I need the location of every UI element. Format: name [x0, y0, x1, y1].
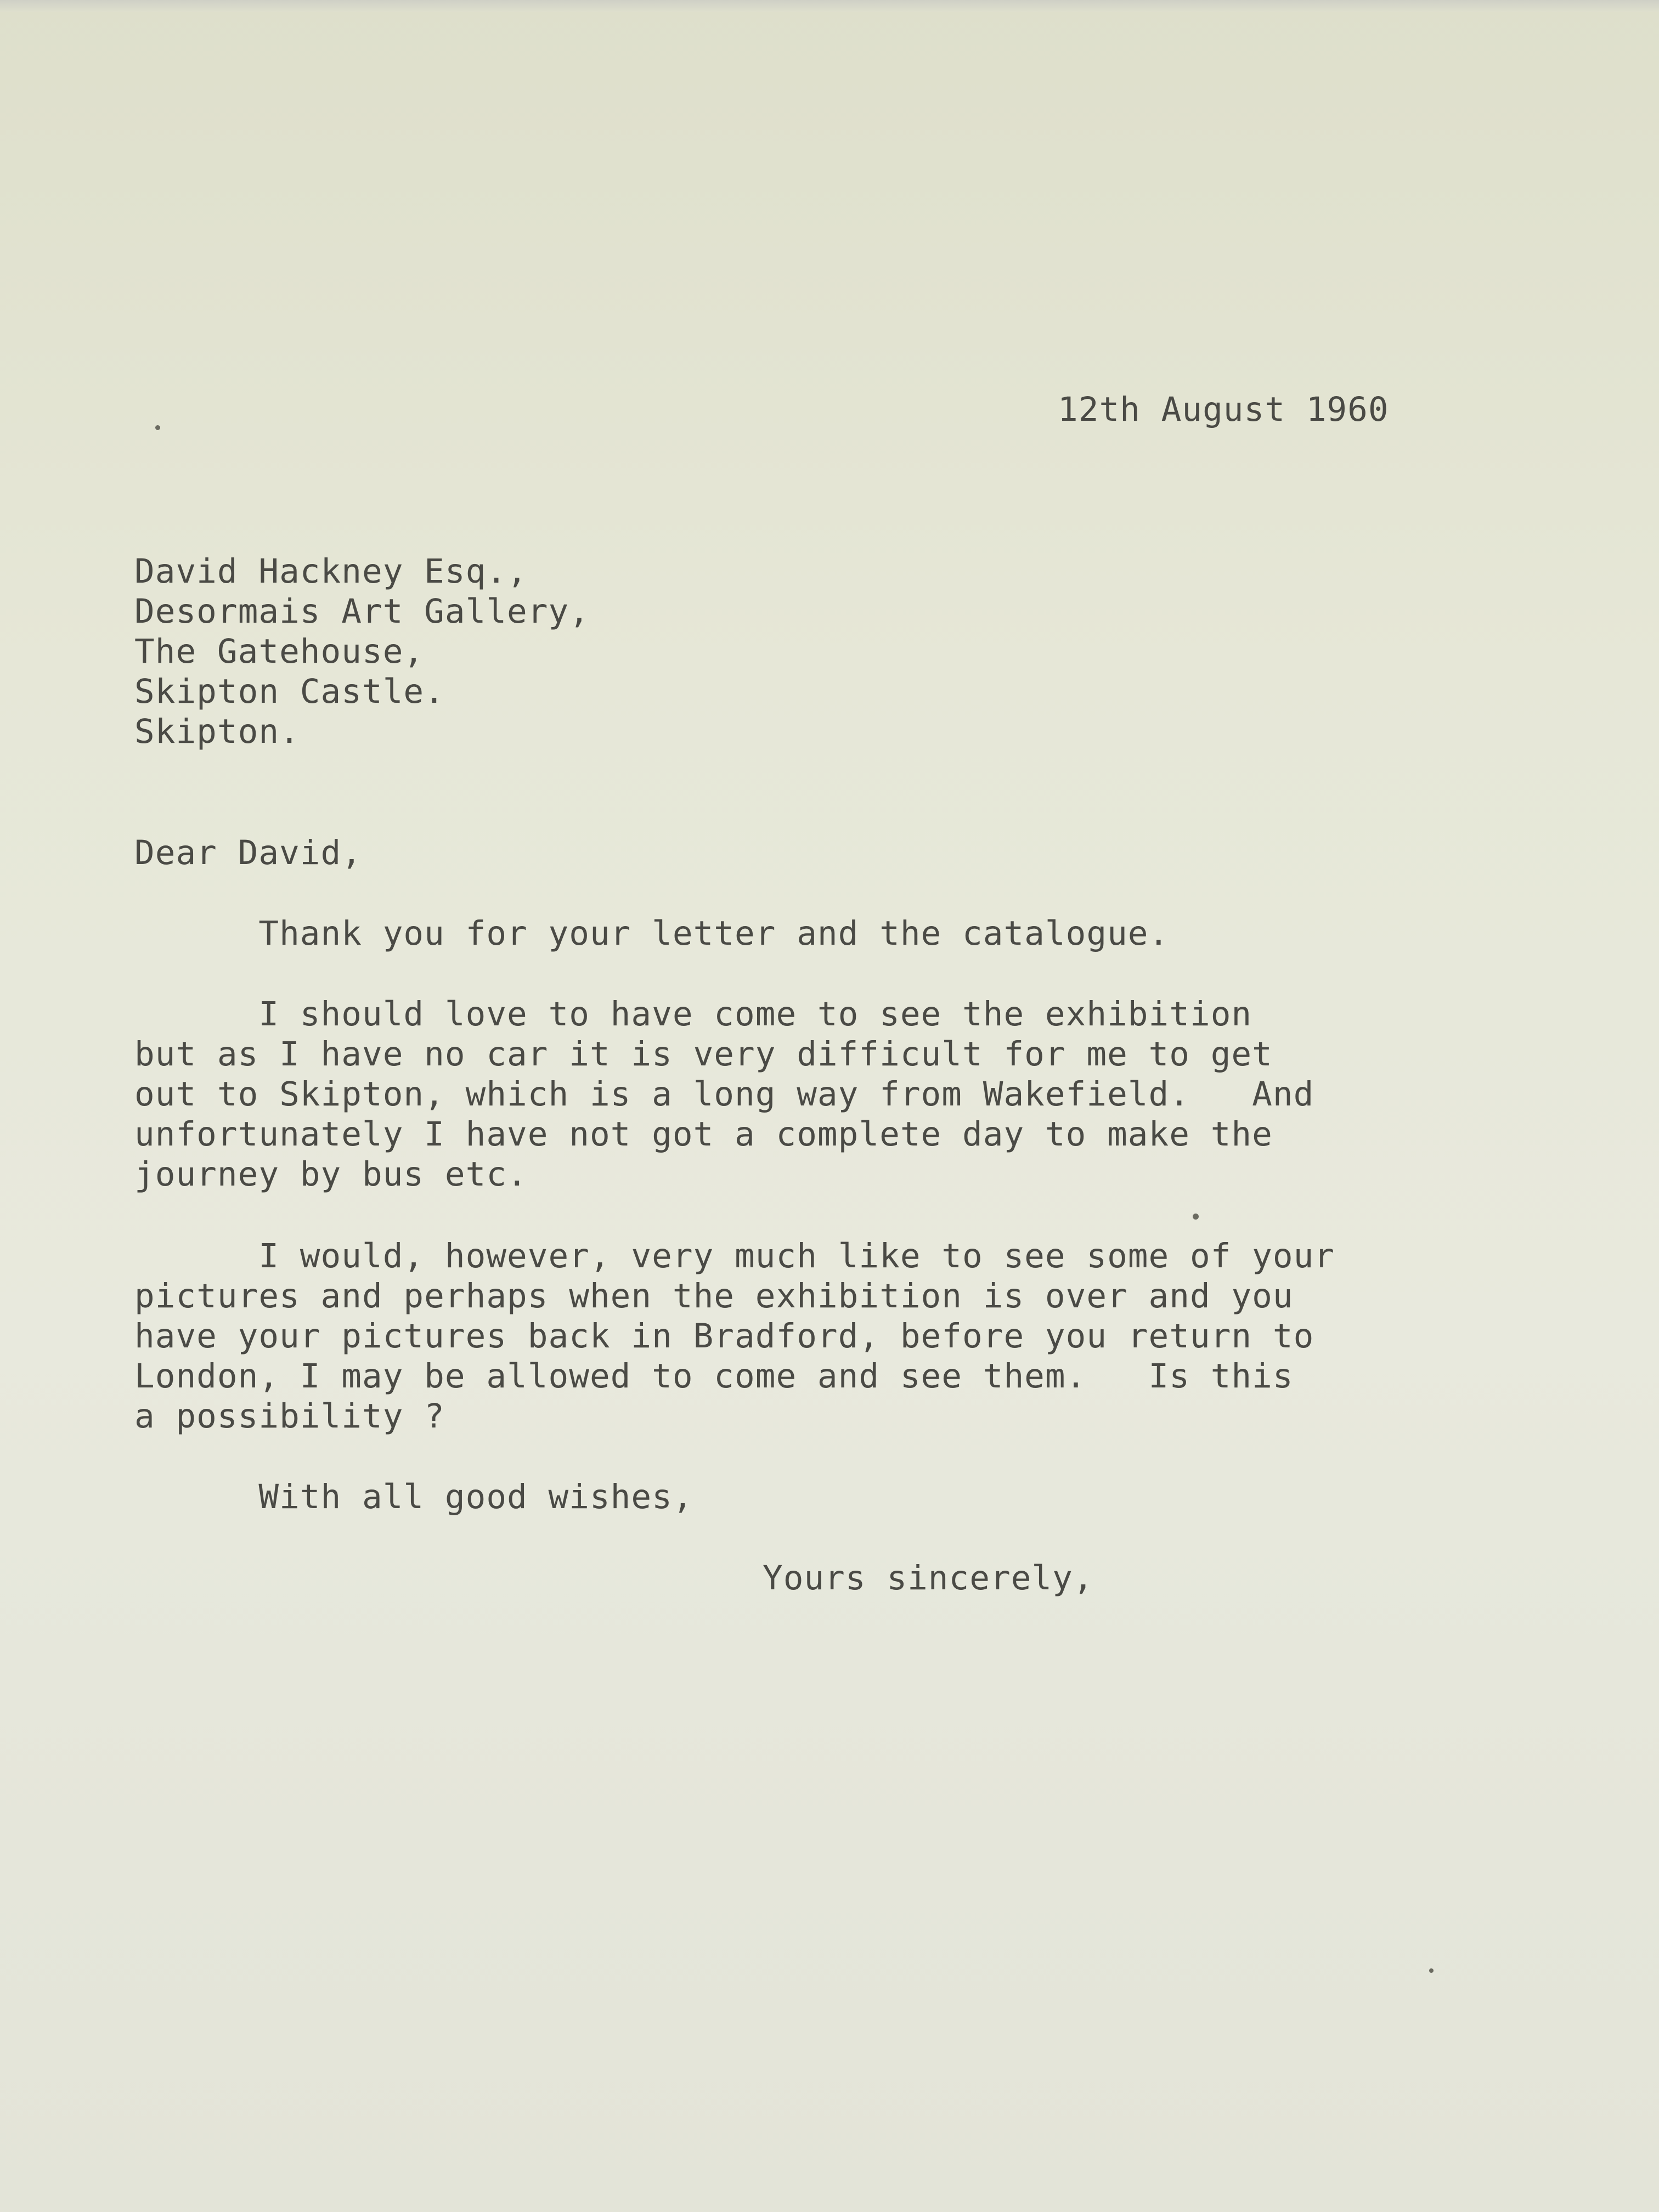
address-line: The Gatehouse,	[134, 632, 425, 671]
body-paragraph-1: Thank you for your letter and the catalogue.	[134, 914, 1170, 953]
address-line: Skipton Castle.	[134, 672, 445, 711]
closing-wishes: With all good wishes,	[134, 1477, 693, 1516]
body-paragraph-2: I should love to have come to see the exhibition but as I have no car it is very difficult for me to get out to Skipton, which is a long way from Wakefield. And unfortunately I have not got a complete day to make the journey by bus etc.	[134, 995, 1314, 1194]
sign-off: Yours sincerely,	[763, 1559, 1094, 1598]
salutation: Dear David,	[134, 833, 362, 872]
paper-speck	[155, 425, 160, 430]
address-line: David Hackney Esq.,	[134, 552, 528, 591]
address-line: Desormais Art Gallery,	[134, 592, 590, 631]
address-line: Skipton.	[134, 712, 300, 751]
paper-top-edge	[0, 0, 1659, 12]
body-paragraph-3: I would, however, very much like to see some of your pictures and perhaps when the exhibition is over and you have your pictures back in Bradford, before you return to London, I may be allowed to come and see them. Is this a possibility ?	[134, 1237, 1335, 1436]
paper-speck	[1193, 1214, 1199, 1220]
recipient-address	[134, 551, 590, 752]
paper-speck	[1429, 1968, 1434, 1973]
letter-date: 12th August 1960	[1058, 390, 1389, 429]
